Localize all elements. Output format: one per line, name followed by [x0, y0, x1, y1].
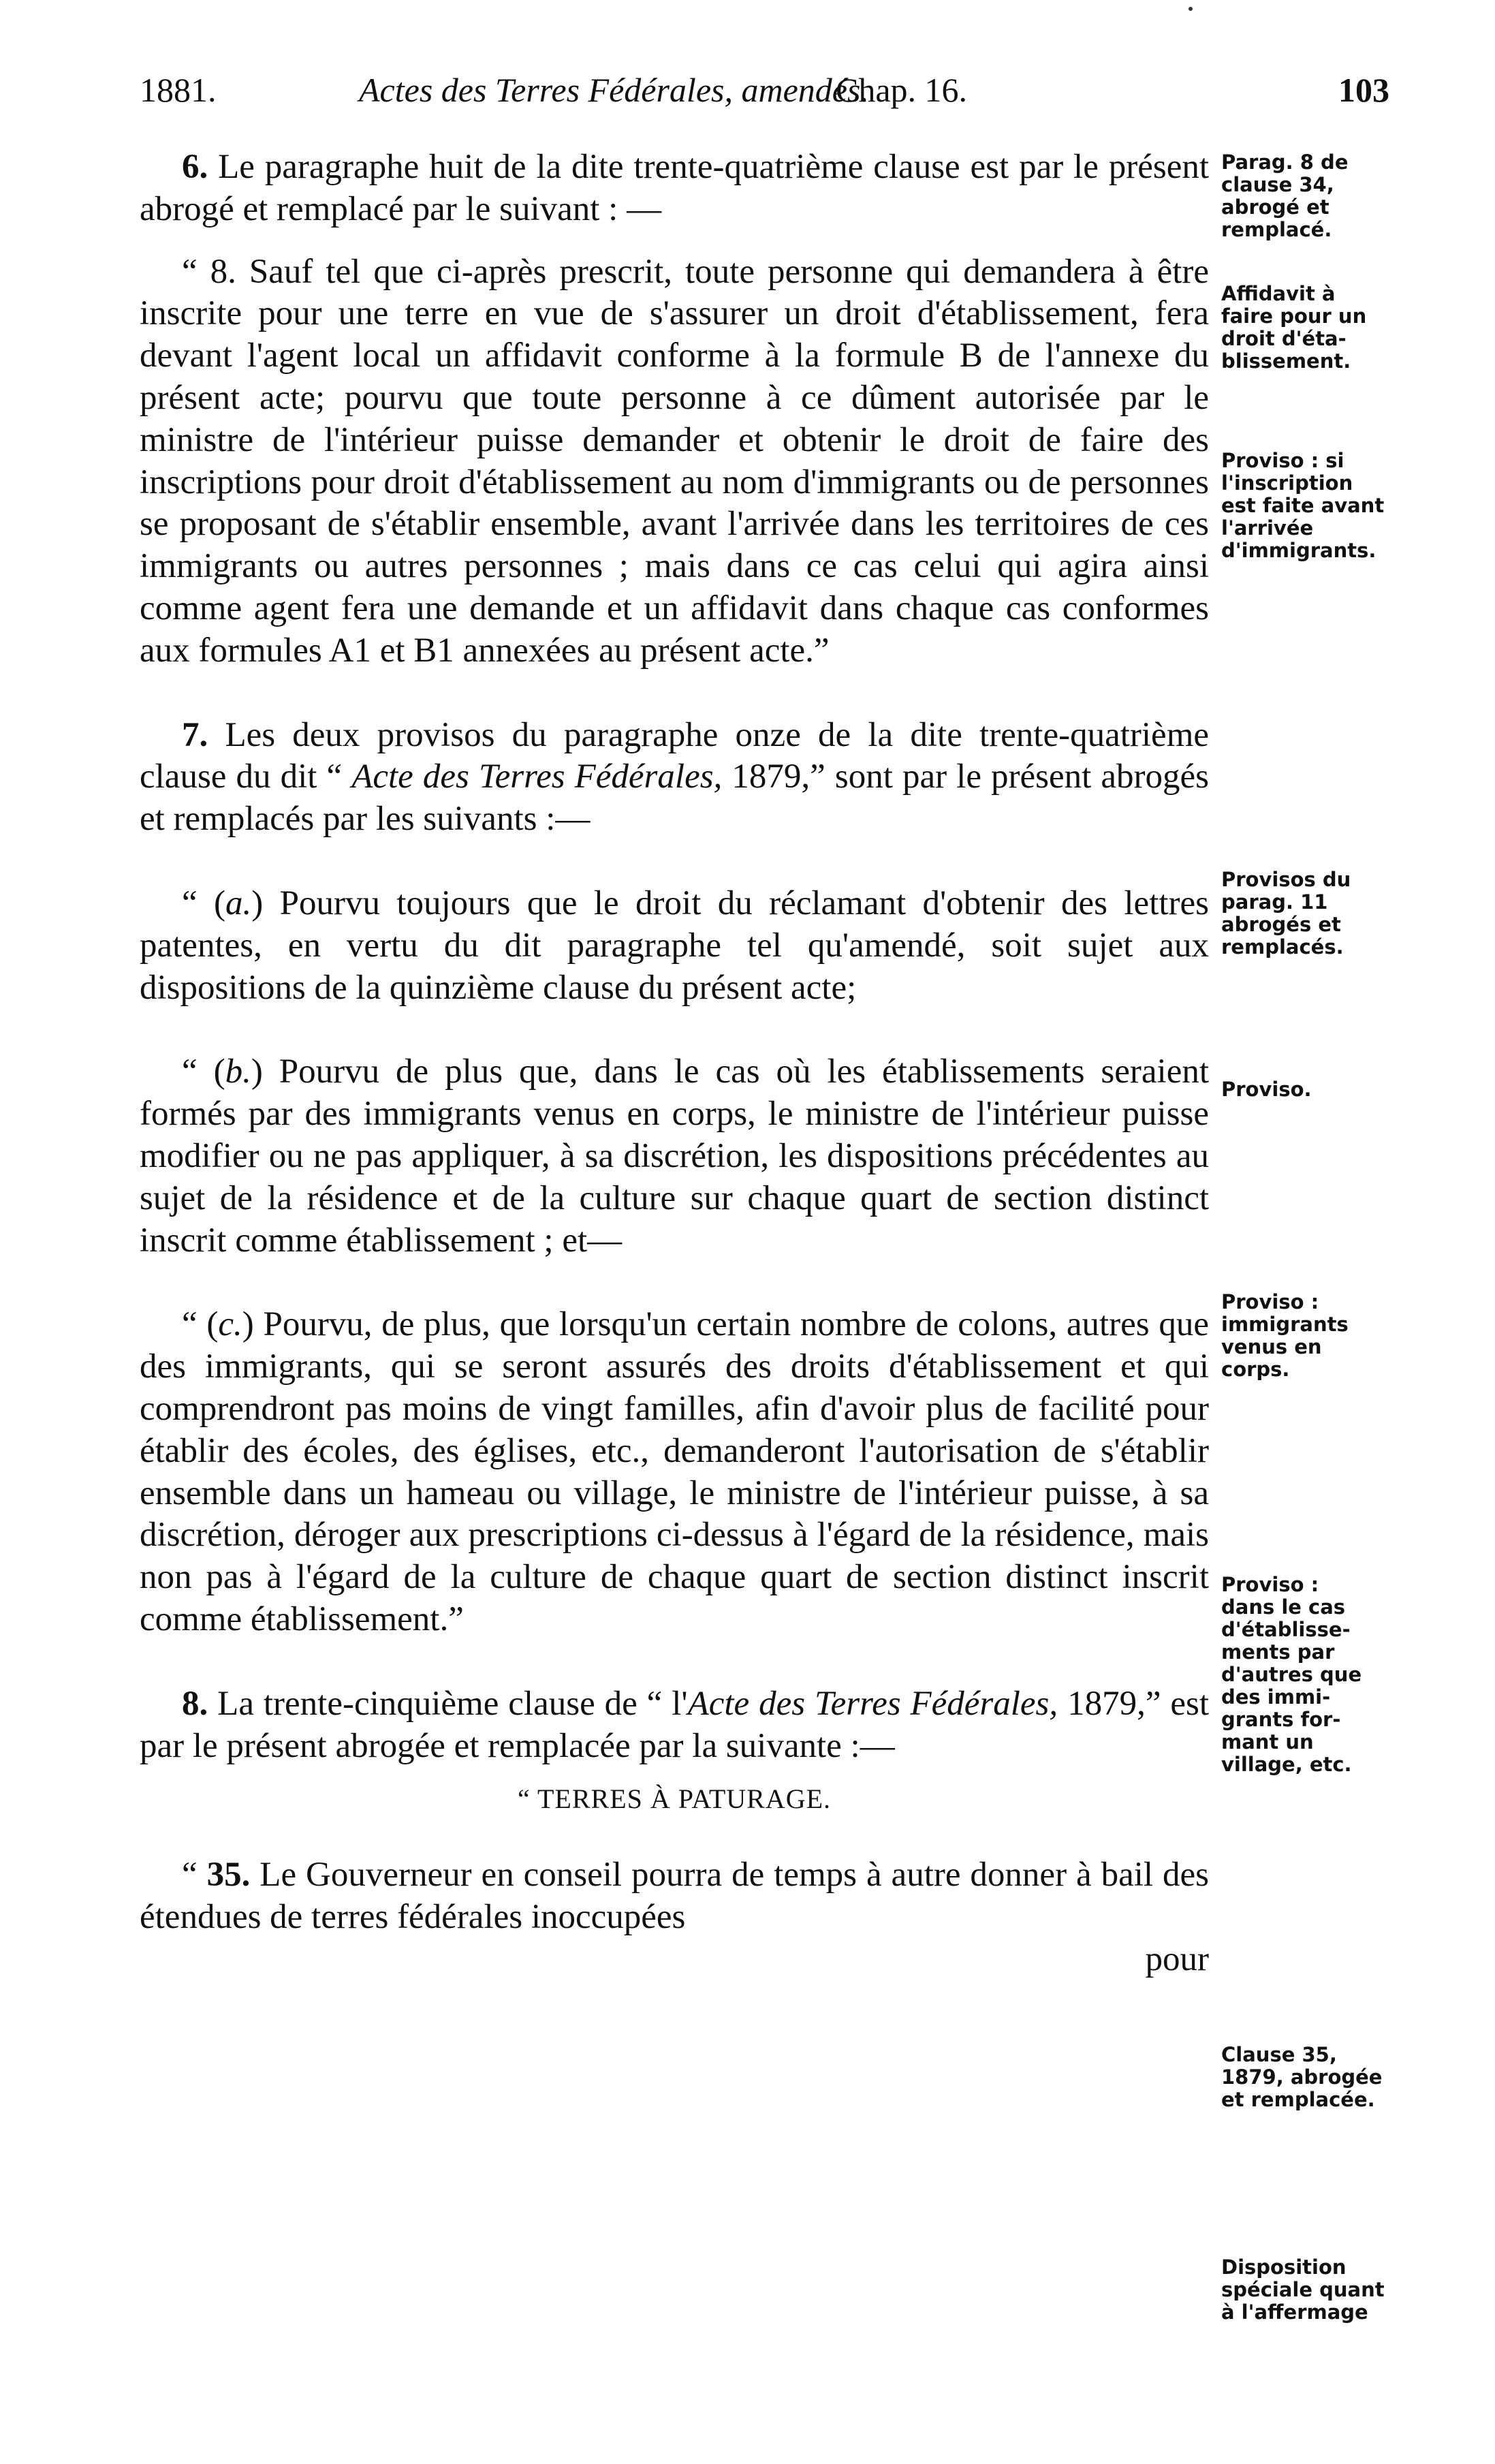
margin-note-line: Clause 35,	[1221, 2043, 1337, 2066]
margin-note-line: droit d'éta-	[1221, 327, 1347, 350]
margin-note-line: blissement.	[1221, 349, 1351, 373]
section-text: Les deux provisos du paragraphe onze de la dite trente-quatrième clause du dit “	[140, 715, 1209, 796]
margin-note-line: Proviso : si	[1221, 449, 1344, 472]
margin-note-line: spéciale quant	[1221, 2278, 1385, 2301]
margin-note-clause-35	[1221, 2044, 1426, 2111]
margin-note-line: Proviso.	[1221, 1078, 1312, 1101]
act-title: Acte des Terres Fédérales,	[687, 1684, 1058, 1723]
margin-note-immigrants-corps	[1221, 1291, 1426, 1381]
margin-note-line: Provisos du	[1221, 868, 1351, 891]
margin-note-line: l'inscription	[1221, 471, 1353, 495]
margin-note-line: l'arrivée	[1221, 516, 1314, 540]
section-number: 7.	[182, 715, 208, 754]
margin-note-line: Proviso :	[1221, 1290, 1319, 1313]
proviso-b	[140, 1051, 1209, 1262]
margin-note-line: Proviso :	[1221, 1573, 1319, 1596]
header-chapter: Chap. 16.	[836, 71, 968, 109]
section-number: 6.	[182, 148, 208, 186]
proviso-text: ) Pourvu, de plus, que lorsqu'un certain nombre de colons, autres que des immigrants, qui se seront assurés des droits d'établissement et qui comprendront pas moins de vingt familles, afin d'avoir plus de facilité pour établir des écoles, des églises, etc., demanderont l'autorisation de s'établir ensemble dans un hameau ou village, le ministre de l'intérieur puisse, à sa discrétion, déroger aux prescriptions ci-dessus à l'égard de la résidence, mais non pas à l'égard de la culture de chaque quart de section distinct inscrit comme établissement.”	[140, 1305, 1210, 1638]
proviso-text: ) Pourvu toujours que le droit du réclamant d'obtenir des lettres patentes, en vertu du dit paragraphe tel qu'amendé, soit sujet aux dispositions de la quinzième clause du présent acte;	[140, 884, 1210, 1007]
margin-note-line: remplacé.	[1221, 218, 1332, 241]
margin-note-line: ments par	[1221, 1640, 1335, 1664]
margin-note-line: des immi-	[1221, 1685, 1331, 1709]
margin-note-line: à l'affermage	[1221, 2301, 1368, 2324]
section-8	[140, 1683, 1209, 1768]
page-turn-word: pour	[1145, 1939, 1209, 1978]
header-title: Actes des Terres Fédérales, amendés.	[359, 71, 869, 109]
section-number: 35.	[206, 1856, 251, 1894]
margin-note-line: clause 34,	[1221, 173, 1334, 196]
margin-note-line: Disposition	[1221, 2256, 1347, 2279]
proviso-c	[140, 1304, 1209, 1640]
margin-note-proviso-inscription	[1221, 450, 1426, 562]
quote-open: “ (	[182, 884, 225, 922]
margin-note-line: Parag. 8 de	[1221, 151, 1349, 174]
section-text: Le Gouverneur en conseil pourra de temps à autre donner à bail des étendues de terres fédérales inoccupées	[140, 1856, 1209, 1936]
margin-note-line: d'immigrants.	[1221, 539, 1376, 562]
margin-note-line: abrogé et	[1221, 196, 1329, 219]
section-6	[140, 146, 1209, 231]
proviso-letter: b.	[225, 1052, 251, 1091]
proviso-letter: c.	[218, 1305, 242, 1344]
margin-note-line: 1879, abrogée	[1221, 2065, 1383, 2089]
section-text: La trente-cinquième clause de “ l'	[217, 1684, 688, 1723]
margin-note-line: d'autres que	[1221, 1663, 1362, 1686]
running-header	[140, 63, 1413, 117]
proviso-letter: a.	[225, 884, 252, 922]
margin-note-line: immigrants	[1221, 1313, 1349, 1336]
margin-note-line: venus en	[1221, 1335, 1322, 1358]
margin-note-line: et remplacée.	[1221, 2088, 1375, 2111]
act-title: Acte des Terres Fédérales,	[351, 758, 723, 796]
margin-note-line: grants for-	[1221, 1708, 1341, 1731]
proviso-text: ) Pourvu de plus que, dans le cas où les établissements seraient formés par des immigrants venus en corps, le ministre de l'intérieur puisse modifier ou ne pas appliquer, à sa discrétion, les dispositions précédentes au sujet de la résidence et de la culture sur chaque quart de section distinct inscrit comme établissement ; et—	[140, 1052, 1209, 1260]
quote-open: “ (	[182, 1305, 219, 1344]
proviso-a	[140, 883, 1209, 1009]
margin-note-parag-8	[1221, 151, 1426, 241]
margin-note-line: Affidavit à	[1221, 282, 1336, 305]
margin-note-line: abrogés et	[1221, 913, 1341, 936]
main-text	[140, 146, 1209, 1980]
print-speck	[1189, 7, 1193, 11]
margin-note-village	[1221, 1574, 1426, 1776]
margin-note-line: dans le cas	[1221, 1595, 1346, 1619]
margin-note-line: village, etc.	[1221, 1753, 1352, 1776]
margin-note-affermage	[1221, 2256, 1426, 2324]
header-year: 1881.	[140, 71, 217, 109]
margin-note-line: parag. 11	[1221, 890, 1328, 914]
section-text: Le paragraphe huit de la dite trente-quatrième clause est par le présent abrogé et remplacé par le suivant : —	[140, 148, 1210, 228]
margin-note-line: faire pour un	[1221, 305, 1367, 328]
margin-note-line: est faite avant	[1221, 494, 1385, 517]
section-35	[140, 1854, 1209, 1939]
section-number: 8.	[182, 1684, 208, 1723]
margin-note-affidavit	[1221, 283, 1426, 373]
margin-note-line: corps.	[1221, 1358, 1290, 1381]
quoted-paragraph-8: “ 8. Sauf tel que ci-après prescrit, toute personne qui demandera à être inscrite pour une terre en vue de s'assurer un droit d'établissement, fera devant l'agent local un affidavit conforme à la formule B de l'annexe du présent acte; pourvu que toute personne à ce dûment autorisée par le ministre de l'intérieur puisse demander et obtenir le droit de faire des inscriptions pour droit d'établissement au nom d'immigrants ou de personnes se proposant de s'établir ensemble, avant l'arrivée dans les territoires de ces immigrants ou autres personnes ; mais dans ce cas celui qui agira ainsi comme agent fera une demande et un affidavit dans chaque cas conformes aux formules A1 et B1 annexées au présent acte.”	[140, 252, 1209, 670]
margin-note-line: remplacés.	[1221, 935, 1344, 958]
section-text: 1879,” sont par le présent abrogés et remplacés par les suivants :—	[140, 758, 1209, 839]
section-text: 1879,” est par le présent abrogée et remplacée par la suivante :—	[140, 1684, 1210, 1765]
section-heading: “ TERRES À PATURAGE.	[517, 1783, 832, 1815]
page-number: 103	[1338, 71, 1389, 109]
margin-note-proviso	[1221, 1078, 1426, 1101]
section-7	[140, 715, 1209, 841]
quote-open: “ (	[182, 1052, 225, 1091]
quote-open: “	[182, 1856, 207, 1894]
margin-note-line: d'établisse-	[1221, 1618, 1351, 1641]
margin-note-provisos-parag-11	[1221, 869, 1426, 958]
margin-note-line: mant un	[1221, 1730, 1314, 1753]
